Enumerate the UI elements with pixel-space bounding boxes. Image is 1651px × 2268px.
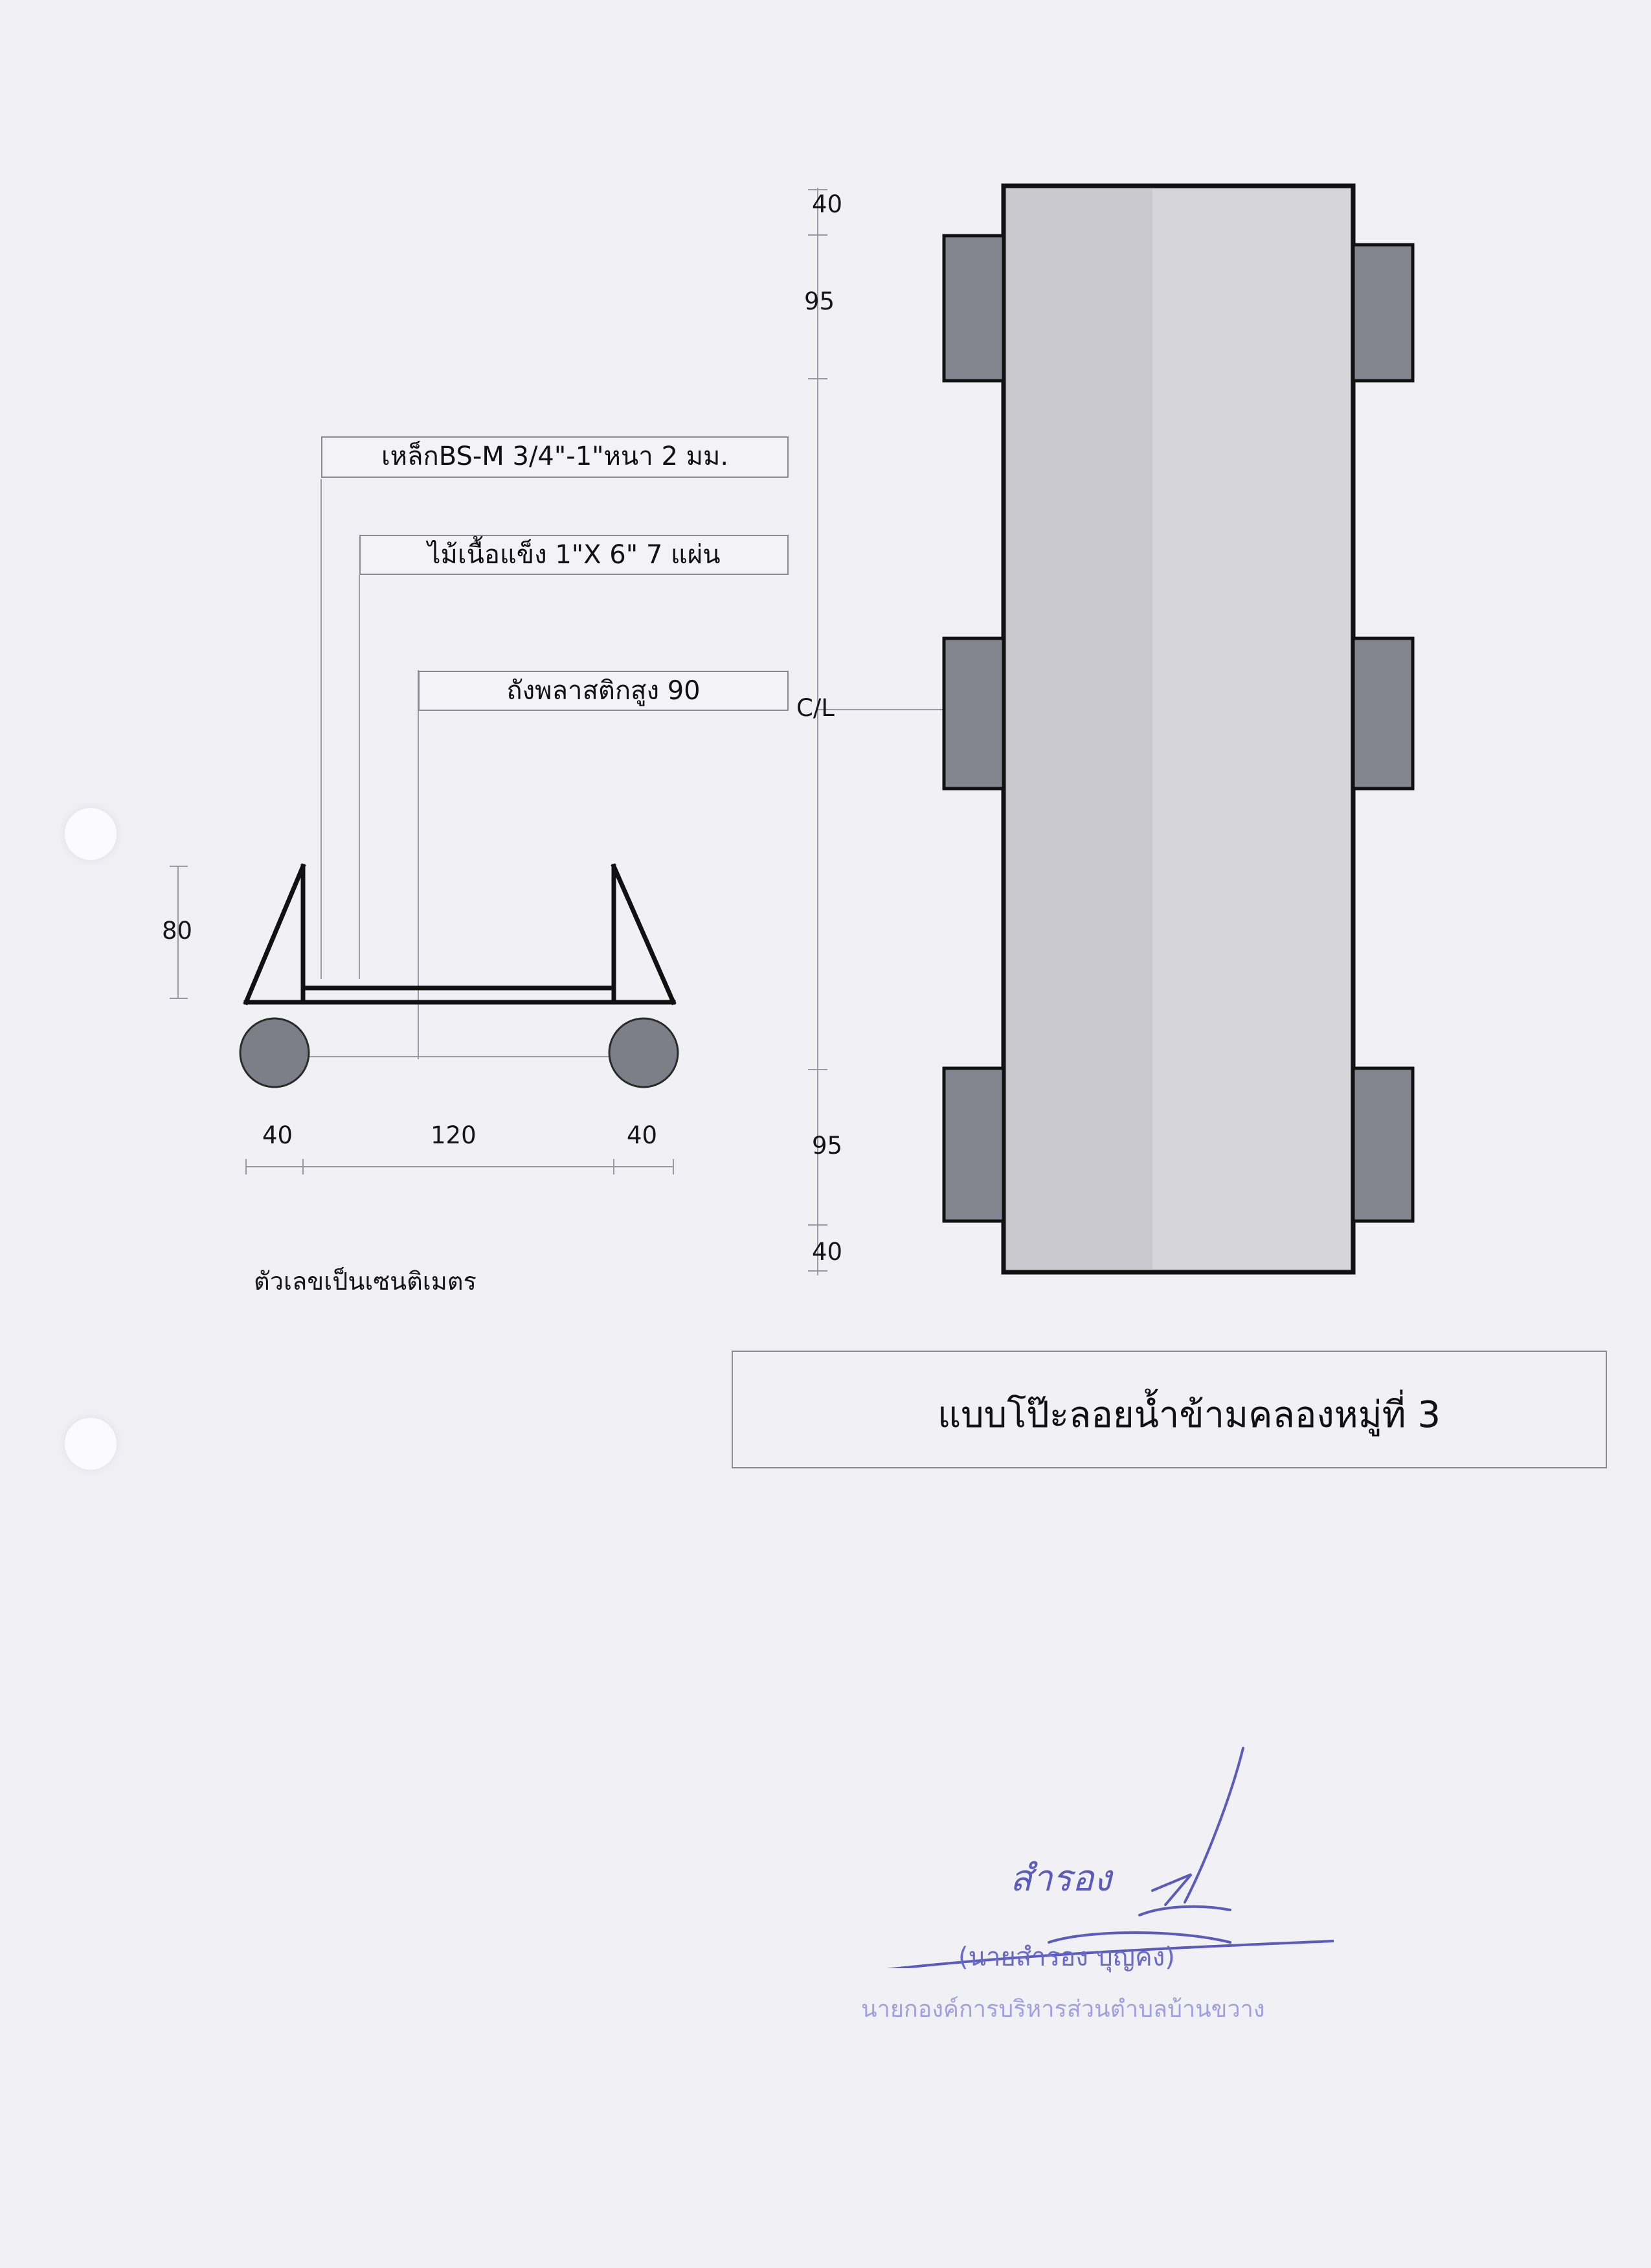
float-top-left bbox=[944, 236, 1004, 381]
signatory-name: (นายสำรอง บุญคง) bbox=[958, 1942, 1175, 1972]
steel-callout bbox=[321, 436, 789, 478]
plan-dim-bottom-40: 40 bbox=[812, 1238, 843, 1266]
signature-scribble-text: สำรอง bbox=[1010, 1858, 1112, 1900]
plan-dim-top-95: 95 bbox=[804, 287, 835, 315]
steel-label: เหล็กBS-M 3/4"-1"หนา 2 มม. bbox=[381, 442, 729, 471]
tank-callout bbox=[418, 671, 789, 711]
width-dim-label-right: 40 bbox=[627, 1121, 658, 1149]
punch-hole-bottom bbox=[65, 1418, 117, 1470]
float-mid-left bbox=[944, 638, 1004, 789]
left-float-drum bbox=[240, 1018, 309, 1087]
float-mid-right bbox=[1353, 638, 1413, 789]
height-dim-label: 80 bbox=[162, 917, 193, 945]
width-dim-label-left: 40 bbox=[262, 1121, 293, 1149]
right-float-drum bbox=[609, 1018, 678, 1087]
float-top-right bbox=[1353, 245, 1413, 381]
tank-label: ถังพลาสติกสูง 90 bbox=[506, 676, 701, 706]
wood-label: ไม้เนื้อแข็ง 1"X 6" 7 แผ่น bbox=[427, 540, 721, 570]
signatory-position: นายกองค์การบริหารส่วนตำบลบ้านขวาง bbox=[861, 1996, 1265, 2023]
plan-dim-bottom-95: 95 bbox=[812, 1132, 843, 1160]
plan-dim-top-40: 40 bbox=[812, 190, 843, 218]
float-bottom-left bbox=[944, 1068, 1004, 1221]
width-dim-label-center: 120 bbox=[431, 1121, 477, 1149]
wood-callout bbox=[359, 535, 789, 575]
drawing-title: แบบโป๊ะลอยน้ำข้ามคลองหมู่ที่ 3 bbox=[938, 1394, 1441, 1436]
side-elevation-drawing bbox=[0, 0, 842, 1295]
units-note: ตัวเลขเป็นเซนติเมตร bbox=[254, 1267, 477, 1296]
centerline-label: C/L bbox=[796, 694, 835, 722]
plan-view-drawing bbox=[764, 168, 1450, 1308]
float-bottom-right bbox=[1353, 1068, 1413, 1221]
